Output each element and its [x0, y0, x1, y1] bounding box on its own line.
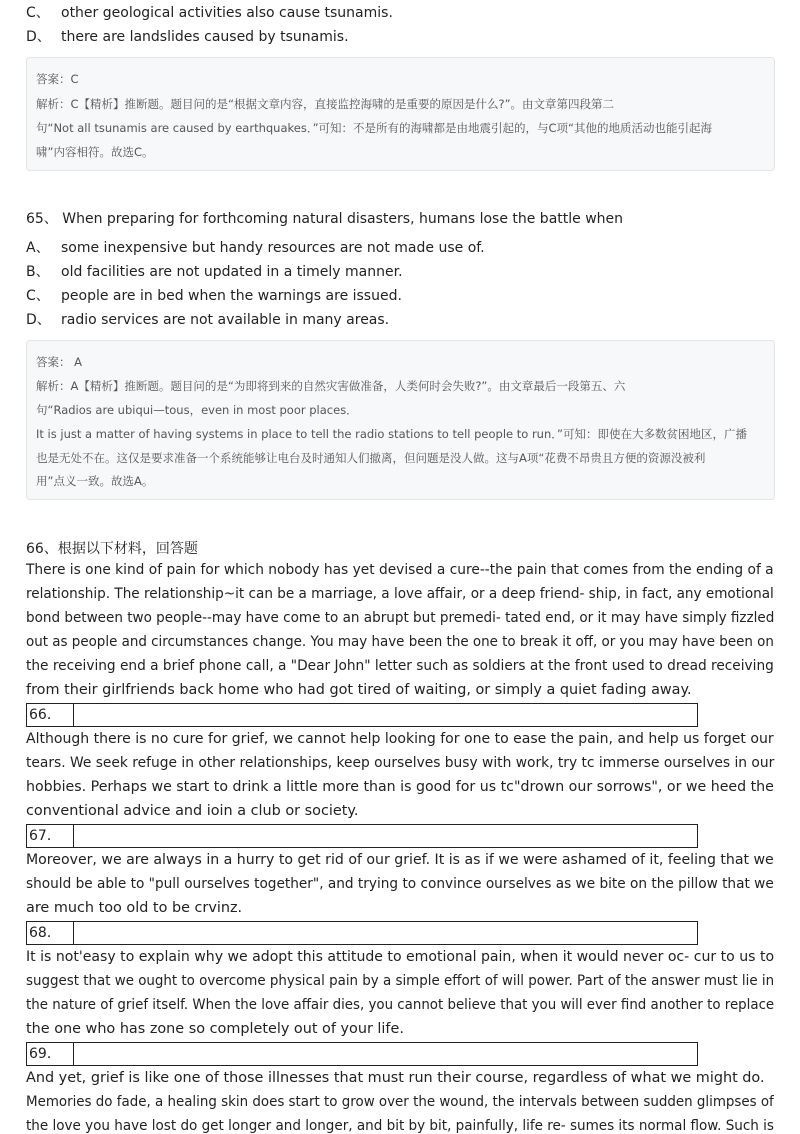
option-text: some inexpensive but handy resources are not made use of.	[61, 240, 485, 256]
option-marker: C、	[26, 5, 50, 21]
explanation-line: 也是无处不在。这仅是要求准备一个系统能够让电台及时通知人们撤离，但问题是没人做。这与A项“花费不昂贵且方便的资源没被利	[36, 451, 706, 465]
q65-option-a	[26, 237, 485, 257]
q64-option-d	[26, 26, 349, 46]
passage-line: bond between two people--may have come to an abrupt but premedi- tated end, or it may have simply fizzled	[26, 610, 775, 626]
explanation-line: 解析：A【精析】推断题。题目问的是“为即将到来的自然灾害做准备，人类何时会失败?”。由文章最后一段第五、六	[36, 379, 626, 393]
explanation-line: 用”点义一致。故选A。	[36, 474, 154, 488]
q65-option-b	[26, 261, 403, 281]
passage-line: There is one kind of pain for which nobody has yet devised a cure--the pain that comes from the ending of a	[26, 562, 774, 578]
passage-line: should be able to "pull ourselves together", and trying to convince ourselves as we bite on the pillow that we	[26, 876, 774, 892]
q65-answer-box	[26, 340, 775, 500]
blank-69-number: 69．	[26, 1042, 74, 1066]
explanation-line: 解析：C【精析】推断题。题目问的是“根据文章内容，直接监控海啸的是重要的原因是什么?”。由文章第四段第二	[36, 97, 615, 111]
passage-line: Memories do fade, a healing skin does start to grow over the wound, the intervals between sudden glimpses of	[26, 1094, 774, 1110]
answer-label: 答案：C	[36, 72, 79, 86]
explanation-line: 句“Radios are ubiqui—tous，even in most poor places．	[36, 403, 358, 417]
passage-line: Moreover, we are always in a hurry to get rid of our grief. It is as if we were ashamed of it, feeling that we	[26, 852, 774, 868]
passage-line: relationship. The relationship~it can be a marriage, a love affair, or a deep friend- ship, in fact, any emotional	[26, 586, 774, 602]
option-text: other geological activities also cause tsunamis.	[61, 5, 393, 21]
option-marker: C、	[26, 288, 50, 304]
passage-line: suggest that we ought to overcome physical pain by a simple effort of will power. Part of the answer must lie in	[26, 973, 775, 989]
passage-line: the one who has zone so completely out of your life.	[26, 1021, 404, 1037]
blank-69-input[interactable]	[74, 1042, 698, 1066]
q65-option-d	[26, 309, 389, 329]
passage-line: the love you have lost do get longer and longer, and bit by bit, painfully, life re- sumes its normal flow. Such is	[26, 1118, 774, 1134]
blank-68-input[interactable]	[74, 921, 698, 945]
passage-line: are much too old to be crvinz.	[26, 900, 243, 916]
blank-66-number: 66．	[26, 703, 74, 727]
explanation-line: 句“Not all tsunamis are caused by earthquakes．”可知：不是所有的海啸都是由地震引起的，与C项“其他的地质活动也能引起海	[36, 121, 713, 135]
option-marker: D、	[26, 29, 51, 45]
answer-label: 答案： A	[36, 355, 83, 369]
q64-option-c	[26, 2, 393, 22]
option-text: people are in bed when the warnings are issued.	[61, 288, 402, 304]
q65-stem: 65、 When preparing for forthcoming natural disasters, humans lose the battle when	[26, 211, 624, 227]
passage-line: hobbies. Perhaps we start to drink a little more than is good for us tc"drown our sorrows", or we heed the	[26, 779, 774, 795]
passage-line: It is not'easy to explain why we adopt this attitude to emotional pain, when it would never oc- cur to us to	[26, 949, 775, 965]
passage-line: the nature of grief itself. When the love affair dies, you cannot believe that you will ever find another to replace	[26, 997, 775, 1013]
passage-line: from their girlfriends back home who had got tired of waiting, or simply a quiet fading away.	[26, 682, 692, 698]
passage-line: out as people and circumstances change. You may have been the one to break it off, or you may have been on	[26, 634, 774, 650]
blank-66-input[interactable]	[74, 703, 698, 727]
passage-line: And yet, grief is like one of those illnesses that must run their course, regardless of what we might do.	[26, 1070, 765, 1086]
option-text: radio services are not available in many areas.	[61, 312, 390, 328]
passage-line: tears. We seek refuge in other relationships, keep ourselves busy with work, try tc immerse ourselves in our	[26, 755, 775, 771]
option-text: old facilities are not updated in a timely manner.	[61, 264, 403, 280]
passage-line: conventional advice and ioin a club or society.	[26, 803, 359, 819]
blank-67-input[interactable]	[74, 824, 698, 848]
option-text: there are landslides caused by tsunamis.	[61, 29, 349, 45]
q66-heading: 66、根据以下材料，回答题	[26, 541, 198, 557]
q65-option-c	[26, 285, 402, 305]
passage-line: Although there is no cure for grief, we cannot help looking for one to ease the pain, and help us forget our	[26, 731, 774, 747]
q64-answer-box	[26, 57, 775, 171]
option-marker: A、	[26, 240, 50, 256]
explanation-line: It is just a matter of having systems in place to tell the radio stations to tell people to run．”可知：即使在大多数贫困地区，广播	[36, 427, 747, 441]
option-marker: D、	[26, 312, 51, 328]
option-marker: B、	[26, 264, 50, 280]
explanation-line: 啸”内容相符。故选C。	[36, 145, 154, 159]
blank-68-number: 68．	[26, 921, 74, 945]
passage-line: the receiving end a brief phone call, a "Dear John" letter such as soldiers at the front used to dread receiving	[26, 658, 774, 674]
blank-67-number: 67．	[26, 824, 74, 848]
